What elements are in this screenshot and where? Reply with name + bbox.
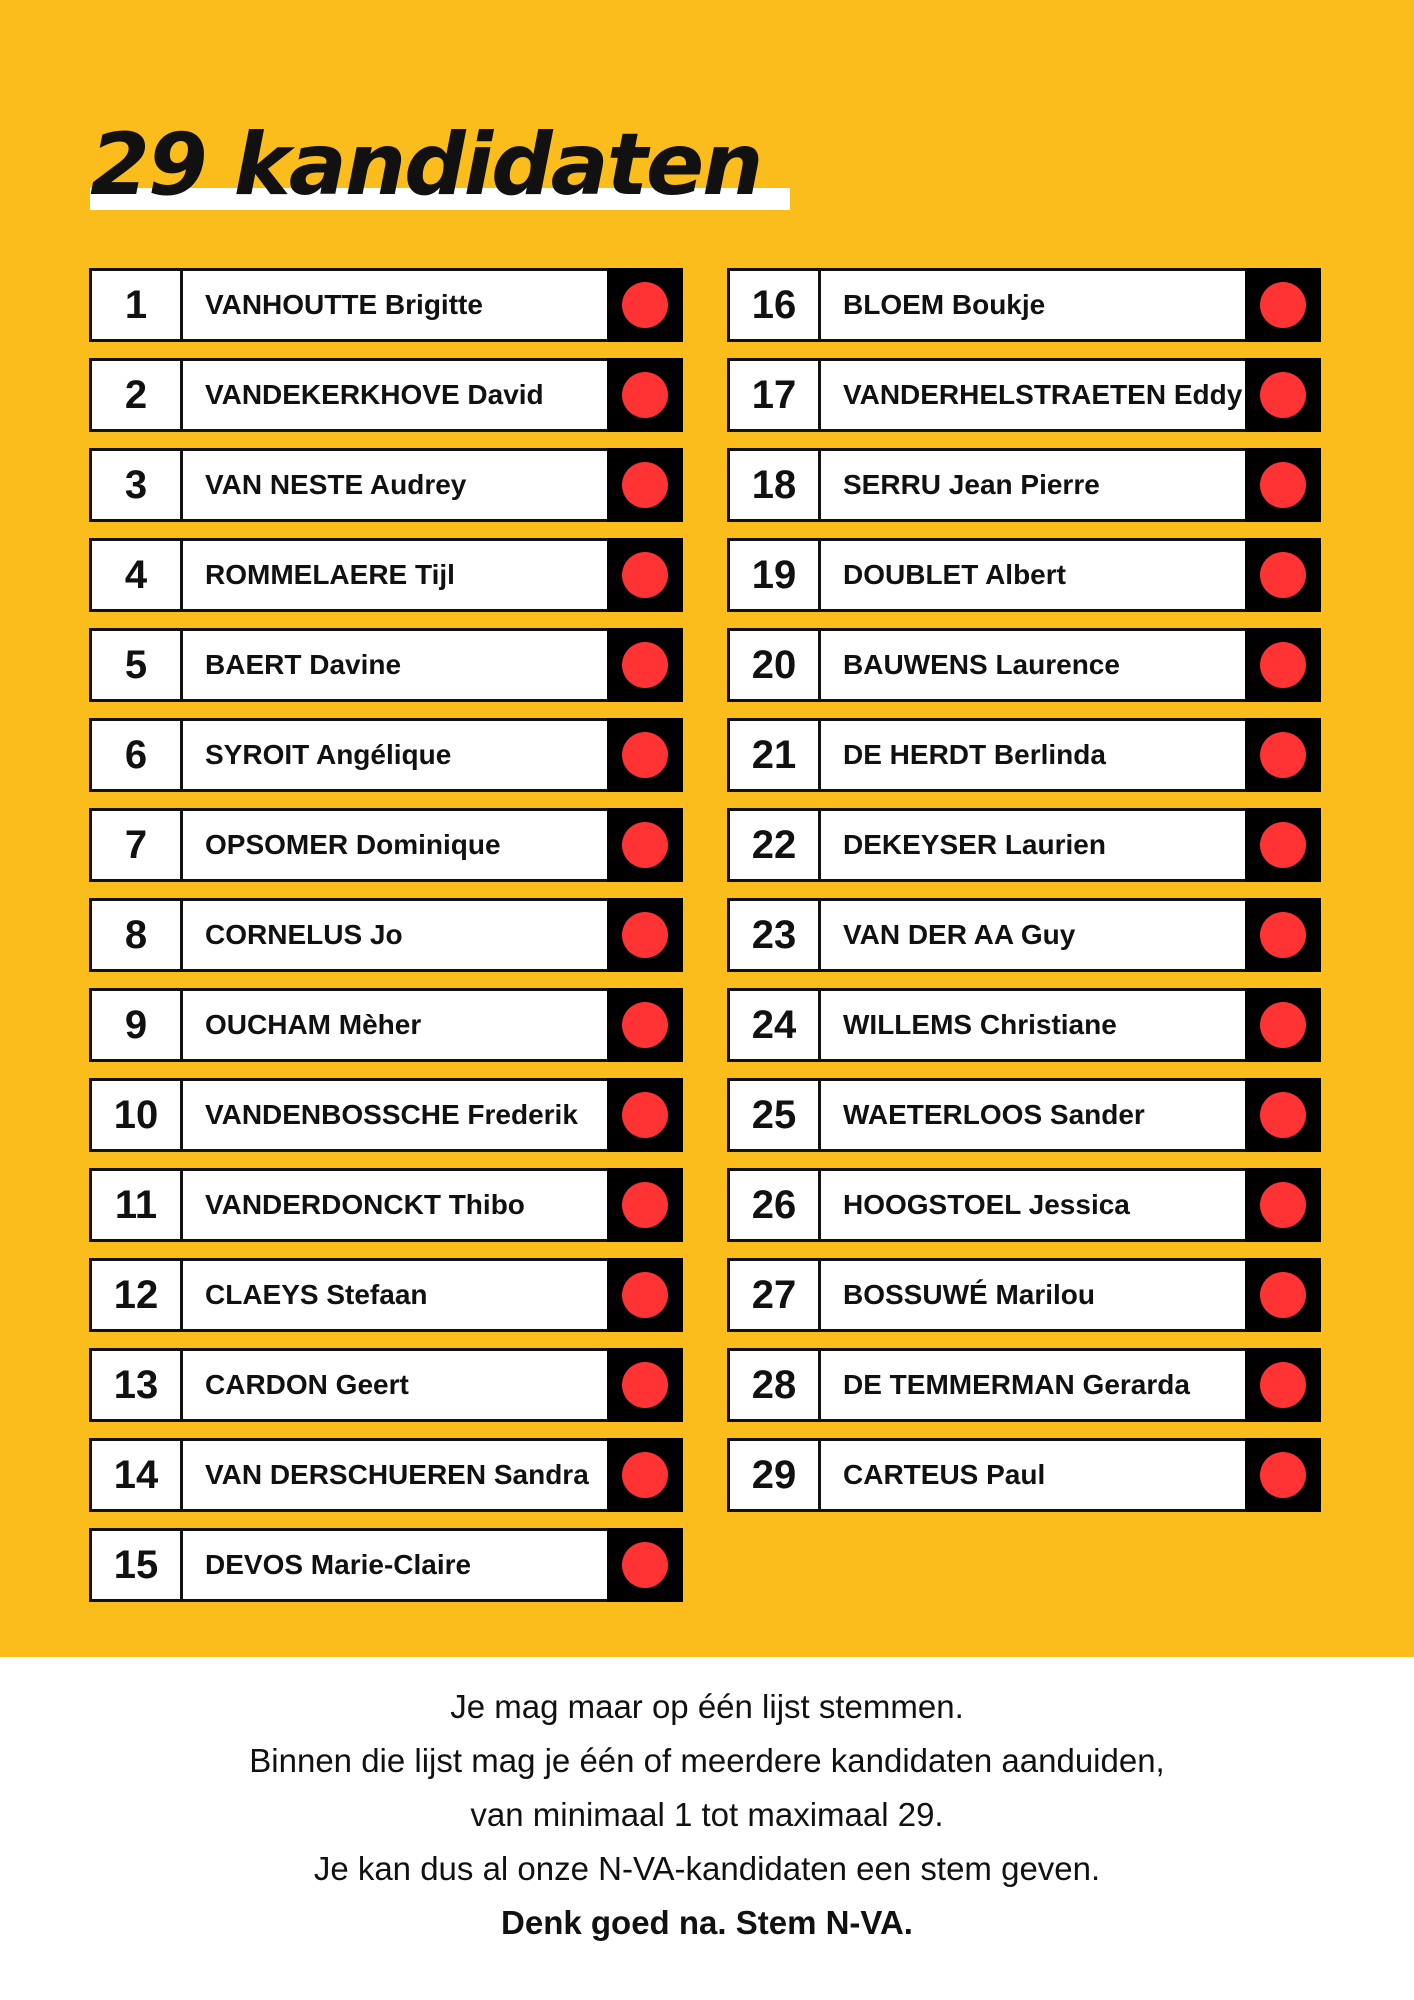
vote-box[interactable] [1245, 1258, 1321, 1332]
candidate-number: 5 [89, 628, 180, 702]
vote-box[interactable] [1245, 1078, 1321, 1152]
candidate-row [727, 1258, 1321, 1332]
vote-box[interactable] [607, 988, 683, 1062]
candidate-number: 24 [727, 988, 818, 1062]
vote-dot [1260, 642, 1306, 688]
candidate-row [727, 628, 1321, 702]
candidate-number: 25 [727, 1078, 818, 1152]
vote-dot [1260, 822, 1306, 868]
vote-box[interactable] [1245, 538, 1321, 612]
candidate-row [89, 358, 683, 432]
candidate-number: 17 [727, 358, 818, 432]
candidate-row [89, 898, 683, 972]
candidate-name: OUCHAM Mèher [183, 988, 607, 1062]
candidate-row [727, 988, 1321, 1062]
candidate-name: DEKEYSER Laurien [821, 808, 1245, 882]
candidate-row [89, 718, 683, 792]
vote-dot [1260, 1452, 1306, 1498]
candidate-row [89, 1528, 683, 1602]
candidate-name: DE HERDT Berlinda [821, 718, 1245, 792]
candidate-row [727, 538, 1321, 612]
candidate-name: WILLEMS Christiane [821, 988, 1245, 1062]
vote-box[interactable] [607, 358, 683, 432]
instruction-line: Binnen die lijst mag je één of meerdere kandidaten aanduiden, [249, 1742, 1165, 1779]
candidate-row [727, 1078, 1321, 1152]
vote-box[interactable] [607, 1528, 683, 1602]
candidate-number: 29 [727, 1438, 818, 1512]
vote-dot [1260, 1002, 1306, 1048]
page-title: 29 kandidaten [90, 115, 762, 215]
title-block [90, 110, 761, 220]
candidate-name: VANDERDONCKT Thibo [183, 1168, 607, 1242]
candidate-number: 22 [727, 808, 818, 882]
candidate-name: HOOGSTOEL Jessica [821, 1168, 1245, 1242]
candidate-name: SERRU Jean Pierre [821, 448, 1245, 522]
vote-box[interactable] [1245, 358, 1321, 432]
candidate-name: BAERT Davine [183, 628, 607, 702]
vote-box[interactable] [1245, 898, 1321, 972]
vote-dot [1260, 1362, 1306, 1408]
candidate-column-left [89, 268, 683, 1618]
vote-dot [622, 1362, 668, 1408]
candidate-number: 18 [727, 448, 818, 522]
candidate-row [89, 1258, 683, 1332]
candidate-row [89, 628, 683, 702]
candidate-name: VANDERHELSTRAETEN Eddy [821, 358, 1245, 432]
vote-dot [622, 1452, 668, 1498]
vote-box[interactable] [607, 1078, 683, 1152]
candidate-number: 21 [727, 718, 818, 792]
vote-box[interactable] [607, 1348, 683, 1422]
candidate-number: 4 [89, 538, 180, 612]
vote-box[interactable] [607, 268, 683, 342]
candidate-row [727, 898, 1321, 972]
vote-dot [622, 1182, 668, 1228]
candidate-number: 13 [89, 1348, 180, 1422]
vote-dot [622, 1272, 668, 1318]
vote-box[interactable] [1245, 1348, 1321, 1422]
vote-box[interactable] [607, 898, 683, 972]
vote-box[interactable] [607, 1438, 683, 1512]
candidate-row [89, 988, 683, 1062]
candidate-number: 3 [89, 448, 180, 522]
candidate-name: CARTEUS Paul [821, 1438, 1245, 1512]
vote-dot [622, 642, 668, 688]
candidate-number: 20 [727, 628, 818, 702]
candidate-name: VAN DER AA Guy [821, 898, 1245, 972]
vote-box[interactable] [607, 448, 683, 522]
candidate-number: 23 [727, 898, 818, 972]
vote-box[interactable] [1245, 448, 1321, 522]
candidate-row [727, 1348, 1321, 1422]
candidate-number: 6 [89, 718, 180, 792]
vote-dot [622, 552, 668, 598]
vote-dot [622, 372, 668, 418]
candidate-number: 8 [89, 898, 180, 972]
candidate-row [727, 718, 1321, 792]
candidate-row [727, 808, 1321, 882]
voting-instructions [0, 1680, 1414, 1950]
candidate-row [89, 448, 683, 522]
candidate-number: 19 [727, 538, 818, 612]
candidate-name: BLOEM Boukje [821, 268, 1245, 342]
vote-dot [1260, 282, 1306, 328]
candidate-name: DOUBLET Albert [821, 538, 1245, 612]
candidate-number: 16 [727, 268, 818, 342]
vote-box[interactable] [1245, 1438, 1321, 1512]
vote-box[interactable] [1245, 1168, 1321, 1242]
candidate-number: 28 [727, 1348, 818, 1422]
candidate-number: 12 [89, 1258, 180, 1332]
candidate-row [89, 1078, 683, 1152]
vote-dot [1260, 912, 1306, 958]
candidate-name: VAN NESTE Audrey [183, 448, 607, 522]
vote-dot [1260, 1272, 1306, 1318]
candidate-name: BAUWENS Laurence [821, 628, 1245, 702]
vote-box[interactable] [1245, 268, 1321, 342]
candidate-row [89, 1438, 683, 1512]
vote-box[interactable] [1245, 808, 1321, 882]
candidate-number: 1 [89, 268, 180, 342]
vote-dot [622, 1092, 668, 1138]
vote-box[interactable] [1245, 718, 1321, 792]
vote-dot [622, 282, 668, 328]
vote-box[interactable] [607, 718, 683, 792]
candidate-name: VANDENBOSSCHE Frederik [183, 1078, 607, 1152]
candidate-name: VANHOUTTE Brigitte [183, 268, 607, 342]
vote-dot [1260, 372, 1306, 418]
candidate-row [89, 268, 683, 342]
vote-box[interactable] [607, 808, 683, 882]
vote-dot [1260, 732, 1306, 778]
instruction-line: Je mag maar op één lijst stemmen. [450, 1688, 964, 1725]
candidate-name: CORNELUS Jo [183, 898, 607, 972]
candidate-row [727, 448, 1321, 522]
vote-box[interactable] [1245, 988, 1321, 1062]
candidate-column-right [727, 268, 1321, 1528]
candidate-name: CARDON Geert [183, 1348, 607, 1422]
vote-box[interactable] [607, 1168, 683, 1242]
candidate-number: 9 [89, 988, 180, 1062]
vote-dot [622, 1542, 668, 1588]
candidate-row [89, 1168, 683, 1242]
candidate-name: BOSSUWÉ Marilou [821, 1258, 1245, 1332]
candidate-name: SYROIT Angélique [183, 718, 607, 792]
vote-dot [622, 822, 668, 868]
candidate-name: ROMMELAERE Tijl [183, 538, 607, 612]
vote-dot [1260, 1182, 1306, 1228]
candidate-name: DEVOS Marie-Claire [183, 1528, 607, 1602]
vote-dot [622, 1002, 668, 1048]
vote-dot [1260, 552, 1306, 598]
vote-dot [1260, 1092, 1306, 1138]
vote-dot [622, 732, 668, 778]
candidate-number: 15 [89, 1528, 180, 1602]
candidate-name: VANDEKERKHOVE David [183, 358, 607, 432]
candidate-number: 10 [89, 1078, 180, 1152]
vote-dot [622, 462, 668, 508]
candidate-number: 7 [89, 808, 180, 882]
candidate-name: WAETERLOOS Sander [821, 1078, 1245, 1152]
candidate-row [89, 808, 683, 882]
candidate-name: OPSOMER Dominique [183, 808, 607, 882]
candidate-name: VAN DERSCHUEREN Sandra [183, 1438, 607, 1512]
candidate-number: 14 [89, 1438, 180, 1512]
vote-box[interactable] [1245, 628, 1321, 702]
vote-dot [622, 912, 668, 958]
instruction-line: Je kan dus al onze N-VA-kandidaten een stem geven. [313, 1850, 1101, 1887]
candidate-name: CLAEYS Stefaan [183, 1258, 607, 1332]
candidate-row [727, 268, 1321, 342]
candidate-number: 2 [89, 358, 180, 432]
candidate-name: DE TEMMERMAN Gerarda [821, 1348, 1245, 1422]
candidate-number: 27 [727, 1258, 818, 1332]
candidate-number: 11 [89, 1168, 180, 1242]
candidate-number: 26 [727, 1168, 818, 1242]
instruction-line: van minimaal 1 tot maximaal 29. [470, 1796, 944, 1833]
vote-dot [1260, 462, 1306, 508]
vote-box[interactable] [607, 1258, 683, 1332]
candidate-row [727, 1438, 1321, 1512]
candidate-row [727, 1168, 1321, 1242]
candidate-row [89, 538, 683, 612]
candidate-row [727, 358, 1321, 432]
slogan: Denk goed na. Stem N-VA. [501, 1904, 913, 1941]
vote-box[interactable] [607, 538, 683, 612]
candidate-row [89, 1348, 683, 1422]
vote-box[interactable] [607, 628, 683, 702]
